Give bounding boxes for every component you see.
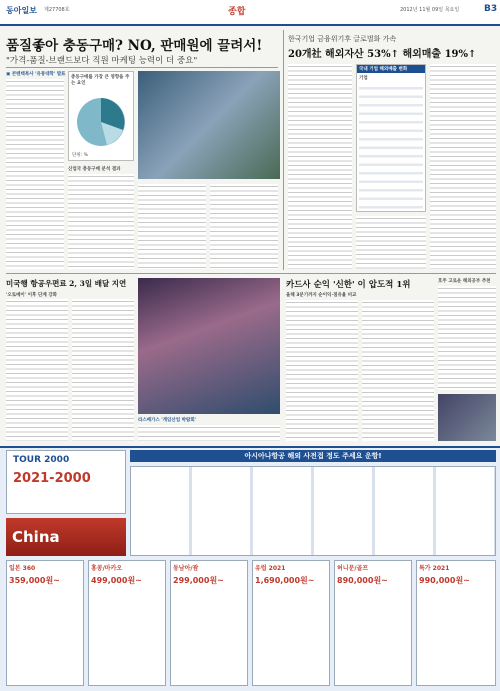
lead-kicker: ▣ 콘텐텍복사 '유통대학' 발표	[6, 72, 66, 77]
ad-brand: TOUR 2000	[13, 455, 70, 465]
right-headline: 20개社 해외자산 53%↑ 해외매출 19%↑	[288, 49, 477, 60]
ad-col-1[interactable]	[6, 560, 84, 686]
ad-col-price: 890,000원~	[337, 576, 388, 585]
ad-col-title: 일본 360	[9, 565, 36, 572]
lead-body-col3	[138, 184, 206, 269]
chart-title: 충동구매를 가장 큰 영향을 주는 요인	[71, 75, 130, 86]
mid-left-kicker: '오토메이' 이후 단계 강화	[6, 293, 57, 298]
page-number: B3	[484, 4, 498, 14]
issue-number: 제27708호	[44, 7, 70, 13]
ad-col-2[interactable]	[88, 560, 166, 686]
issue-date: 2012년 11월 09일 목요일	[400, 7, 460, 13]
newspaper-logo: 동아일보	[6, 6, 37, 15]
ad-phone: 2021-2000	[13, 471, 91, 486]
right-kicker: 한국기업 금융위기후 글로벌화 가속	[288, 35, 397, 43]
chart-unit: 단위: %	[72, 153, 88, 158]
center-photo	[138, 278, 280, 414]
masthead	[0, 0, 500, 26]
ad-col-price: 1,690,000원~	[255, 576, 315, 585]
ad-band: 아시아나항공 해외 사전접 정도 주세요 운항!	[130, 450, 496, 462]
table-header: 기업	[359, 76, 368, 81]
ad-col-5[interactable]	[334, 560, 412, 686]
ad-col-price: 499,000원~	[91, 576, 142, 585]
lead-subhead: "가격-품질-브랜드보다 직원 마케팅 능력이 더 중요"	[6, 56, 198, 66]
mid-left-body-col2	[72, 299, 134, 441]
lead-headline: 품질좋아 충동구매? NO, 판매원에 끌려서!	[6, 38, 263, 54]
right-body-col2	[356, 216, 426, 269]
side-body	[438, 286, 496, 390]
ad-col-4[interactable]	[252, 560, 330, 686]
ad-col-price: 359,000원~	[9, 576, 60, 585]
mid-right-headline: 카드사 순익 '신한' 이 압도적 1위	[286, 280, 411, 290]
mid-right-body-col2	[362, 300, 434, 441]
mid-right-kicker: 올해 3분기까지 순이익·점유율 비교	[286, 293, 357, 298]
center-caption-body	[138, 425, 280, 441]
table-title: 국내 기업 해외매출 변화	[357, 65, 425, 73]
divider	[6, 67, 278, 68]
right-body-col3	[430, 64, 496, 269]
side-photo	[438, 394, 496, 441]
mid-right-body-col1	[286, 300, 358, 441]
ad-brand-box[interactable]	[6, 450, 126, 514]
section-name: 종합	[228, 7, 246, 17]
ad-china-banner: China	[6, 518, 126, 556]
lead-body-col4	[210, 184, 278, 269]
chart-box	[68, 71, 134, 161]
lead-note: 신업국 충동구매 분석 결과	[68, 167, 121, 172]
right-body-col1	[288, 64, 352, 269]
data-table	[356, 64, 426, 212]
mid-left-headline: 미국행 항공우편료 2, 3일 배달 지연	[6, 279, 127, 288]
lead-body-col2	[68, 174, 134, 269]
ad-col-price: 299,000원~	[173, 576, 224, 585]
lead-body-col1	[6, 79, 64, 269]
section-divider	[6, 273, 496, 274]
ad-col-title: 유럽 2021	[255, 565, 286, 572]
lead-photo	[138, 71, 280, 179]
ad-col-title: 허니문/골프	[337, 565, 369, 572]
ad-col-title: 동남아/괌	[173, 565, 199, 572]
ad-col-3[interactable]	[170, 560, 248, 686]
pie-chart	[69, 88, 133, 158]
ad-col-title: 특가 2021	[419, 565, 450, 572]
ad-col-price: 990,000원~	[419, 576, 470, 585]
mid-left-body-col1	[6, 299, 68, 441]
side-kicker: 호주 고로운 해외공부 추천	[438, 279, 491, 284]
column-rule	[283, 30, 284, 270]
ad-listing-grid	[130, 466, 496, 556]
ad-col-title: 홍콩/마카오	[91, 565, 123, 572]
ad-col-6[interactable]	[416, 560, 496, 686]
table-rows	[359, 81, 423, 209]
center-caption-title: 라스베가스 '게임산업 박람회'	[138, 418, 197, 423]
